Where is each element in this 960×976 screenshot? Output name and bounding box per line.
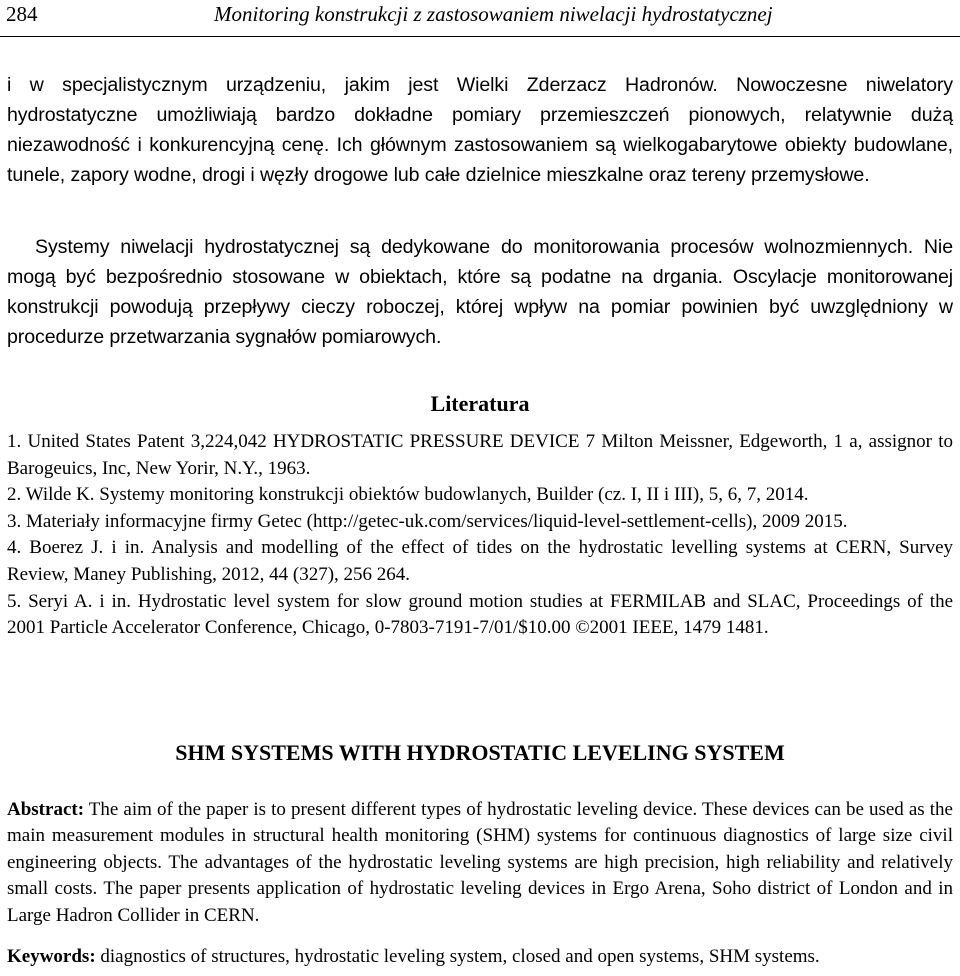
page-header: [0, 0, 960, 37]
abstract-text: The aim of the paper is to present different types of hydrostatic leveling device. These devices can be used as the main measurement modules in structural health monitoring (SHM) systems for continuous diagnostics of large size civil engineering objects. The advantages of the hydrostatic leveling systems are high precision, high reliability and relatively small costs. The paper presents application of hydrostatic leveling devices in Ergo Arena, Soho district of London and in Large Hadron Collider in CERN.: [7, 799, 953, 926]
references-list: [7, 429, 953, 642]
page-number: 284: [6, 2, 38, 26]
reference-item: 3. Materiały informacyjne firmy Getec (http://getec-uk.com/services/liquid-level-settlement-cells), 2009 2015.: [7, 510, 848, 532]
keywords-label: Keywords:: [7, 946, 96, 967]
keywords: [7, 944, 953, 970]
references-heading: Literatura: [430, 391, 530, 416]
abstract-label: Abstract:: [7, 799, 85, 820]
reference-item: 5. Seryi A. i in. Hydrostatic level system for slow ground motion studies at FERMILAB and SLAC, Proceedings of the 2001 Particle Accelerator Conference, Chicago, 0-7803-7191-7/01/$10.00 ©2001 IEEE, 1479 1481.: [7, 590, 953, 639]
reference-item: 1. United States Patent 3,224,042 HYDROSTATIC PRESSURE DEVICE 7 Milton Meissner, Edgeworth, 1 a, assignor to Barogeuics, Inc, New Yorir, N.Y., 1963.: [7, 431, 953, 479]
english-title: SHM SYSTEMS WITH HYDROSTATIC LEVELING SYSTEM: [175, 740, 785, 765]
reference-item: 4. Boerez J. i in. Analysis and modelling of the effect of tides on the hydrostatic levelling systems at CERN, Survey Review, Maney Publishing, 2012, 44 (327), 256 264.: [7, 537, 953, 585]
abstract: [7, 797, 953, 929]
body-paragraph-2: Systemy niwelacji hydrostatycznej są dedykowane do monitorowania procesów wolnozmiennych. Nie mogą być bezpośrednio stosowane w obiektach, które są podatne na drgania. Oscylacje monitorowanej konstrukcji powodują przepływy cieczy roboczej, której wpływ na pomiar powinien być uwzględniony w procedurze przetwarzania sygnałów pomiarowych.: [7, 236, 953, 348]
body-paragraph-1: i w specjalistycznym urządzeniu, jakim jest Wielki Zderzacz Hadronów. Nowoczesne niwelatory hydrostatyczne umożliwiają bardzo dokładne pomiary przemieszczeń pionowych, relatywnie dużą niezawodność i konkurencyjną cenę. Ich głównym zastosowaniem są wielkogabarytowe obiekty budowlane, tunele, zapory wodne, drogi i węzły drogowe lub całe dzielnice mieszkalne oraz tereny przemysłowe.: [7, 74, 953, 186]
reference-item: 2. Wilde K. Systemy monitoring konstrukcji obiektów budowlanych, Builder (cz. I, II i III), 5, 6, 7, 2014.: [7, 484, 809, 506]
keywords-text: diagnostics of structures, hydrostatic leveling system, closed and open systems, SHM systems.: [100, 946, 820, 967]
running-title: Monitoring konstrukcji z zastosowaniem niwelacji hydrostatycznej: [214, 2, 773, 26]
